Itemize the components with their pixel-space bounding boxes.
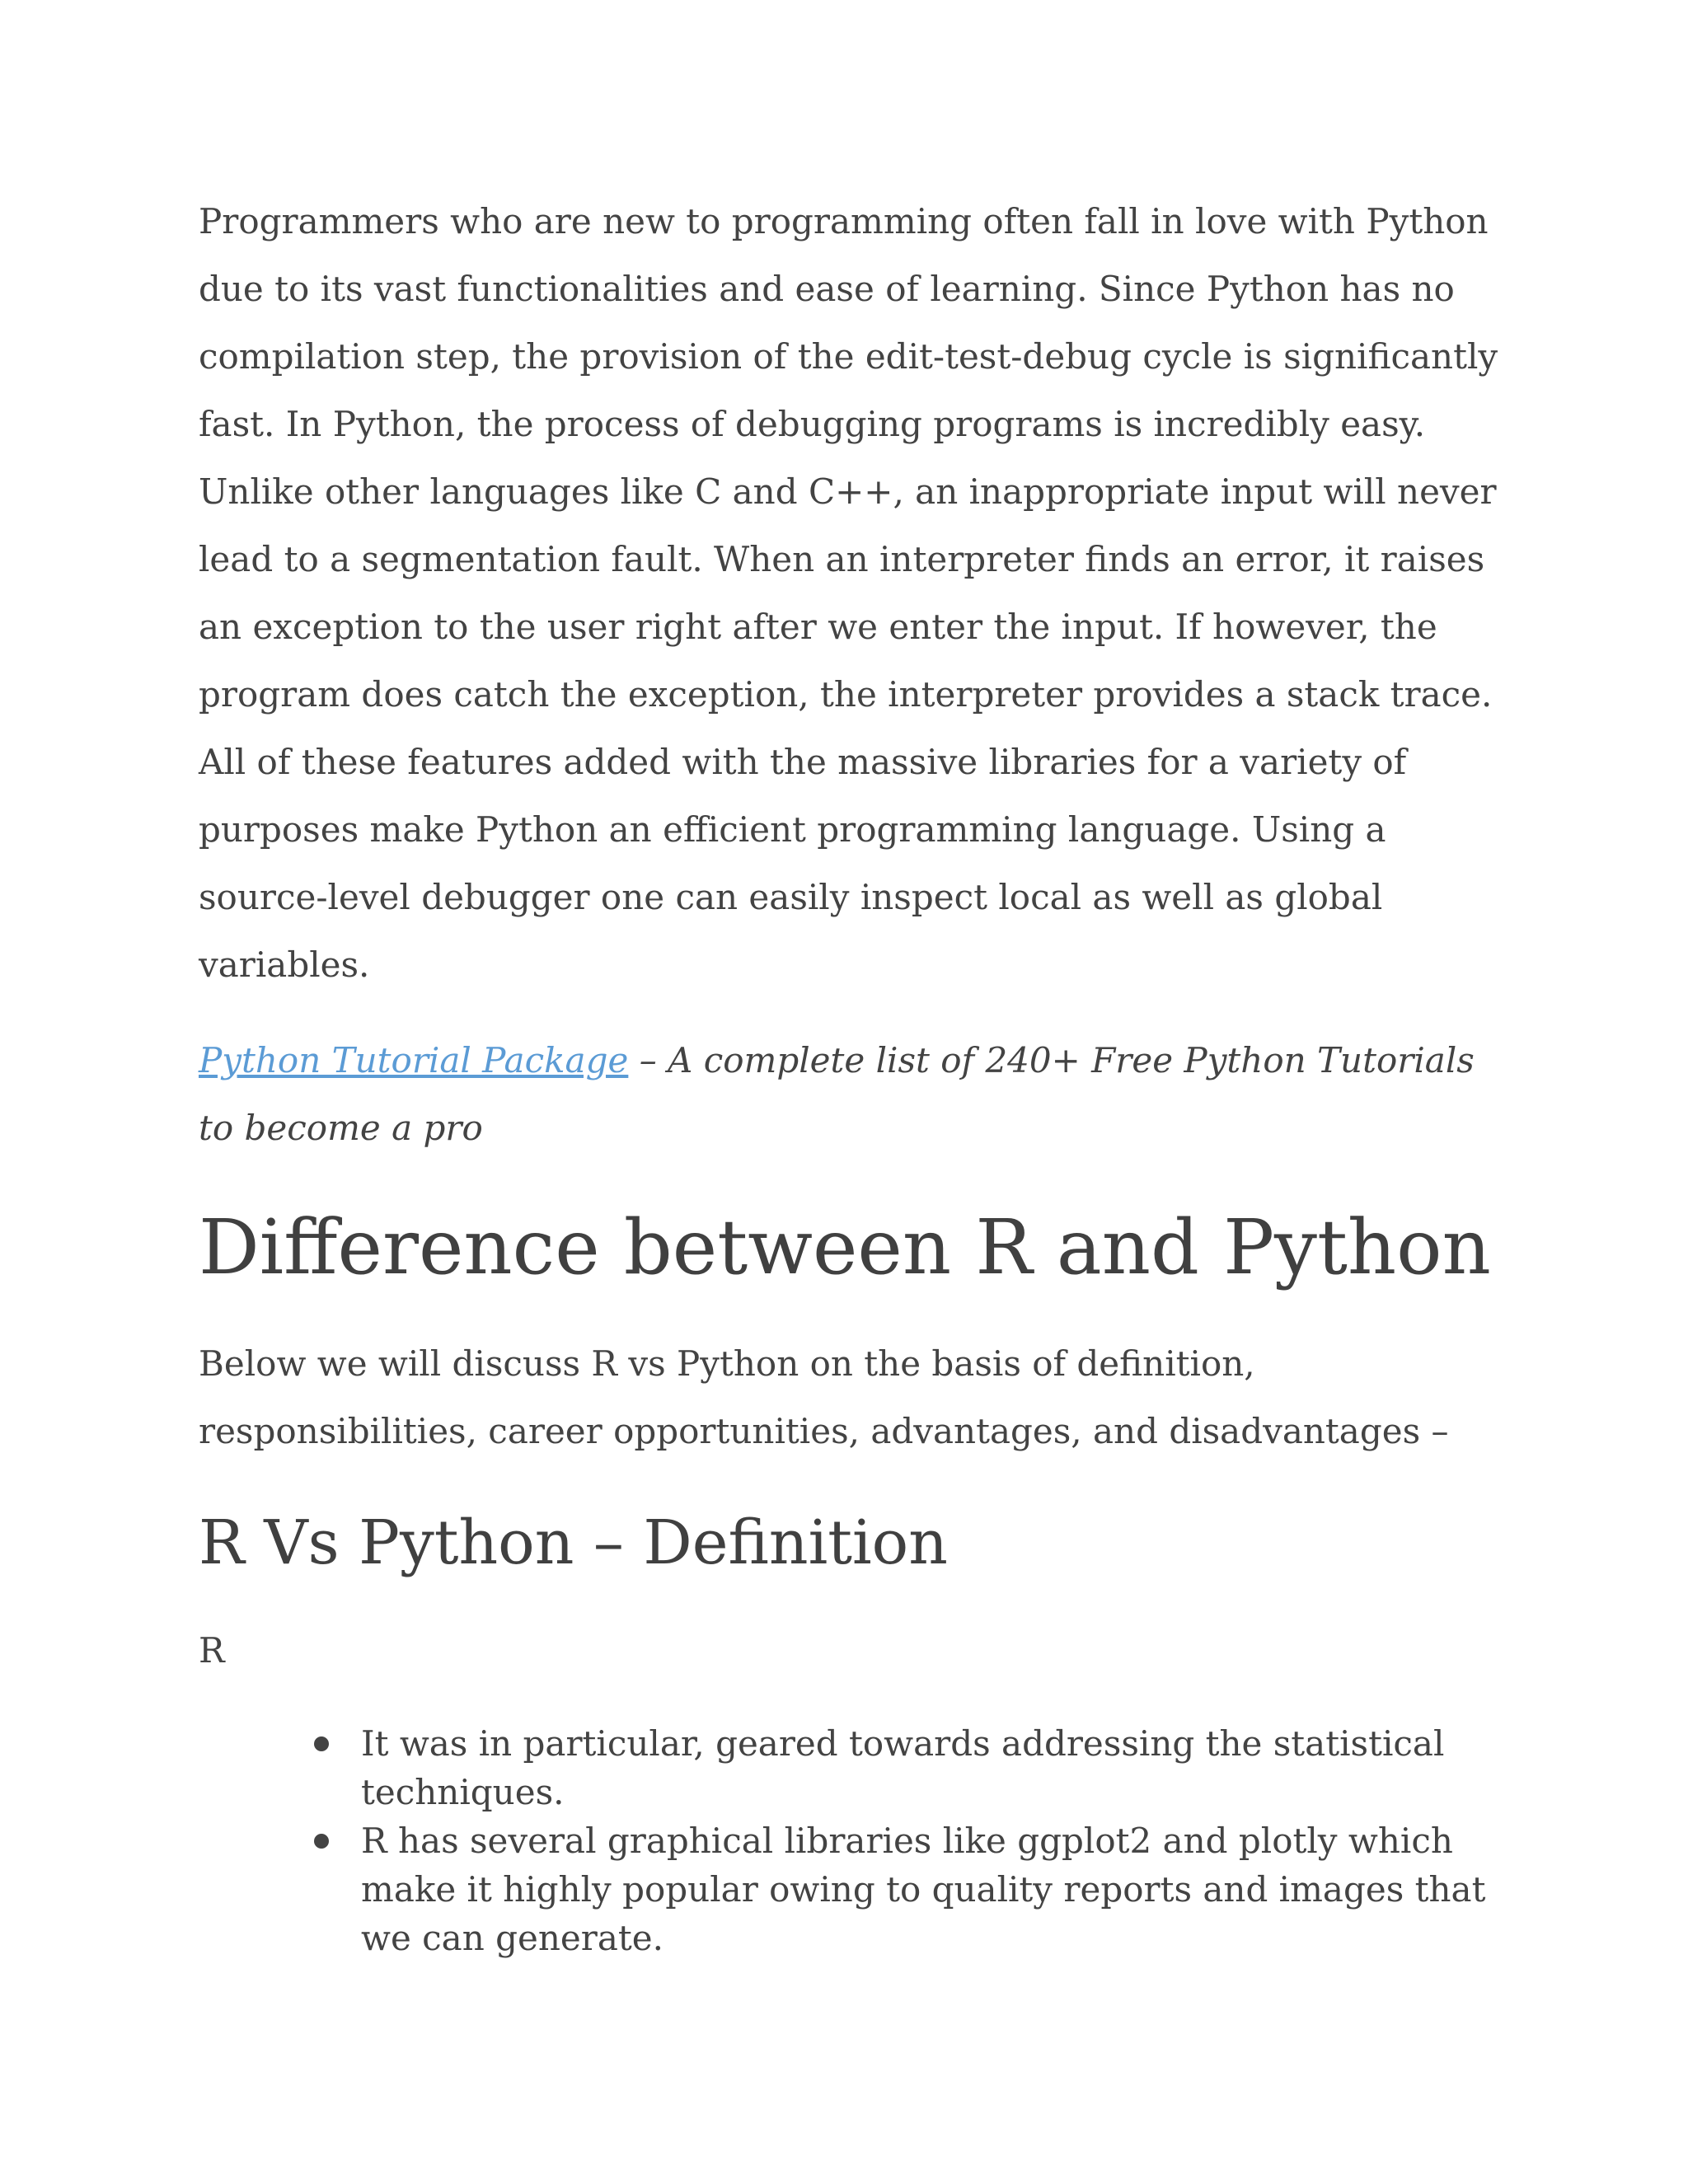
bullet-icon: [314, 1736, 329, 1751]
section-lead-paragraph: Below we will discuss R vs Python on the basis of definition, responsibilities, career opportunities, advantages, and disadvantages –: [199, 1343, 1449, 1451]
r-label: R: [199, 1630, 225, 1671]
document-page: [199, 188, 1517, 1962]
r-points-list: [199, 1719, 1517, 1962]
section-heading: Difference between R and Python: [199, 1203, 1491, 1291]
python-tutorial-package-link[interactable]: Python Tutorial Package: [199, 1040, 629, 1080]
list-item-text: R has several graphical libraries like ggplot2 and plotly which make it highly popular owing to quality reports and images that we can generate.: [361, 1821, 1486, 1958]
sub-heading-definition: R Vs Python – Definition: [199, 1507, 948, 1578]
list-item: [199, 1816, 1517, 1962]
promo-line: [199, 1027, 1517, 1162]
promo-text: – A complete list of 240+ Free Python Tutorials to become a pro: [199, 1040, 1475, 1148]
bullet-icon: [314, 1834, 329, 1849]
intro-paragraph: Programmers who are new to programming often fall in love with Python due to its vast functionalities and ease of learning. Since Python has no compilation step, the provision of the edit-test-debug cycle is significantly fast. In Python, the process of debugging programs is incredibly easy. Unlike other languages like C and C++, an inappropriate input will never lead to a segmentation fault. When an interpreter finds an error, it raises an exception to the user right after we enter the input. If however, the program does catch the exception, the interpreter provides a stack trace. All of these features added with the massive libraries for a variety of purposes make Python an efficient programming language. Using a source-level debugger one can easily inspect local as well as global variables.: [199, 201, 1498, 985]
list-item-text: It was in particular, geared towards addressing the statistical techniques.: [361, 1723, 1445, 1812]
list-item: [199, 1719, 1517, 1816]
